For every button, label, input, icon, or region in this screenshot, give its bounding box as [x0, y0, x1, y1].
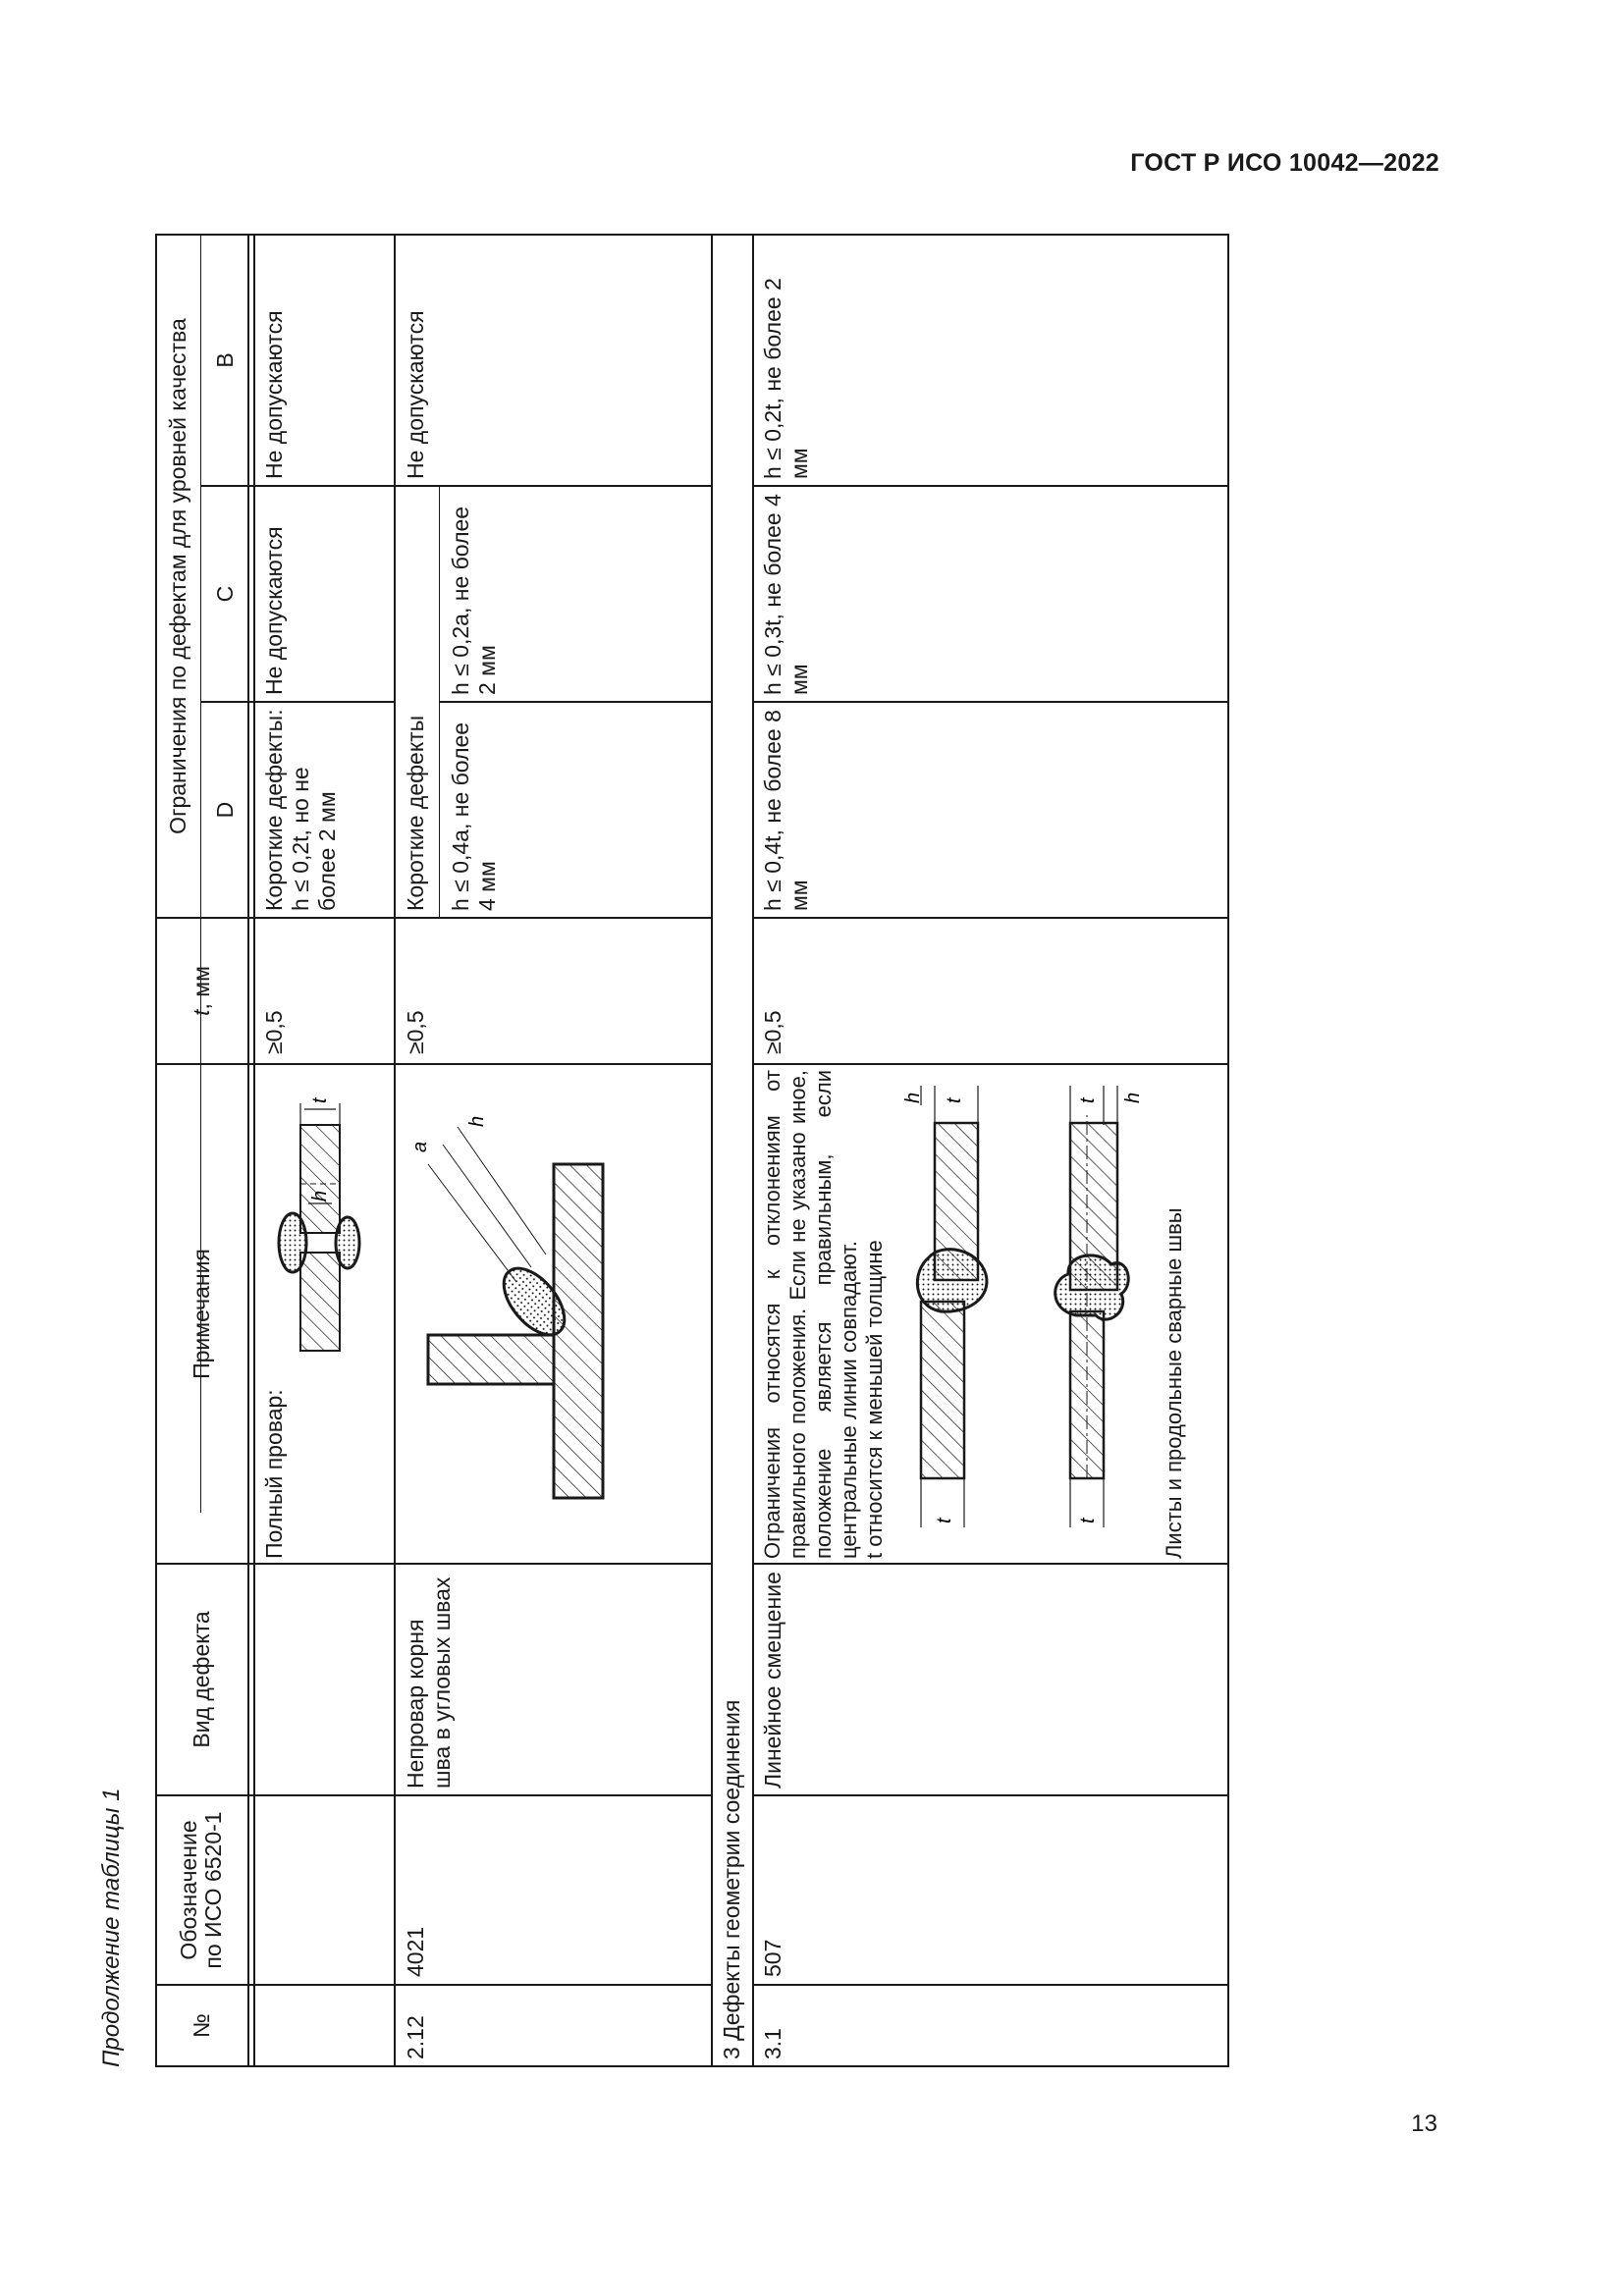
row3-no: 3.1 — [760, 2028, 785, 2059]
header-level-d: D — [212, 801, 238, 819]
svg-text:t: t — [934, 1518, 955, 1523]
header-defect-type: Вид дефекта — [189, 1611, 214, 1748]
header-level-c: C — [212, 585, 238, 603]
svg-text:t: t — [1077, 1518, 1099, 1523]
row3-notes: Ограничения относятся к отклонениям от правильного положения. Если не указано иное, положение является правильным, если центральные линии совпадают. — [760, 1070, 861, 1559]
row2-level-d-header: Короткие дефекты — [403, 715, 428, 911]
row3-thickness: ≥0,5 — [760, 1010, 785, 1054]
header-designation: Обозначение по ИСО 6520-1 — [176, 1811, 226, 1969]
linear-misalignment-figure — [901, 1076, 1166, 1537]
row3-level-d: h ≤ 0,4t, не более 8 мм — [760, 710, 812, 911]
row2-thickness: ≥0,5 — [403, 1010, 428, 1054]
row2-level-b: Не допускаются — [403, 310, 428, 479]
row1-notes: Полный провар: — [261, 1389, 287, 1559]
svg-text:h: h — [1122, 1092, 1144, 1103]
svg-text:h: h — [466, 1115, 488, 1127]
row2-no: 2.12 — [403, 2015, 428, 2059]
fillet-root-figure — [408, 1086, 703, 1537]
svg-text:h: h — [902, 1092, 924, 1103]
header-level-b: B — [212, 352, 238, 368]
header-thickness: t, мм — [189, 966, 214, 1016]
page-number: 13 — [1411, 2110, 1437, 2137]
header-no: № — [189, 2013, 214, 2038]
svg-text:t: t — [309, 1097, 331, 1103]
row2-defect-type: Непровар корня шва в угловых швах — [403, 1576, 455, 1789]
table-caption: Продолжение таблицы 1 — [98, 1788, 125, 2067]
row3-notes-caption: Листы и продольные сварные швы — [1162, 1207, 1186, 1559]
full-penetration-figure — [253, 1086, 391, 1380]
svg-text:a: a — [409, 1141, 431, 1152]
header-notes: Примечания — [189, 1249, 214, 1379]
row3-notes-t: t относится к меньшей толщине — [862, 1240, 887, 1559]
row1-thickness: ≥0,5 — [261, 1010, 287, 1054]
svg-text:h: h — [309, 1190, 331, 1201]
row2-designation: 4021 — [403, 1926, 428, 1977]
row1-level-b: Не допускаются — [261, 310, 287, 479]
section-geometry-defects: 3 Дефекты геометрии соединения — [719, 1699, 744, 2059]
row3-level-b: h ≤ 0,2t, не более 2 мм — [760, 278, 812, 479]
row1-level-c: Не допускаются — [261, 526, 287, 695]
row3-designation: 507 — [760, 1939, 785, 1977]
svg-text:t: t — [1077, 1097, 1099, 1103]
row3-level-c: h ≤ 0,3t, не более 4 мм — [760, 494, 812, 695]
table-rotated — [98, 234, 1229, 2067]
document-number: ГОСТ Р ИСО 10042—2022 — [1130, 149, 1439, 177]
svg-text:t: t — [944, 1097, 965, 1103]
row1-level-d: Короткие дефекты: h ≤ 0,2t, но не более 2 мм — [261, 709, 340, 911]
row2-level-d: h ≤ 0,4a, не более 4 мм — [448, 721, 500, 911]
row2-level-c: h ≤ 0,2a, не более 2 мм — [448, 506, 500, 695]
header-limits-group: Ограничения по дефектам для уровней качества — [165, 318, 190, 834]
row3-defect-type: Линейное смещение — [760, 1572, 785, 1789]
